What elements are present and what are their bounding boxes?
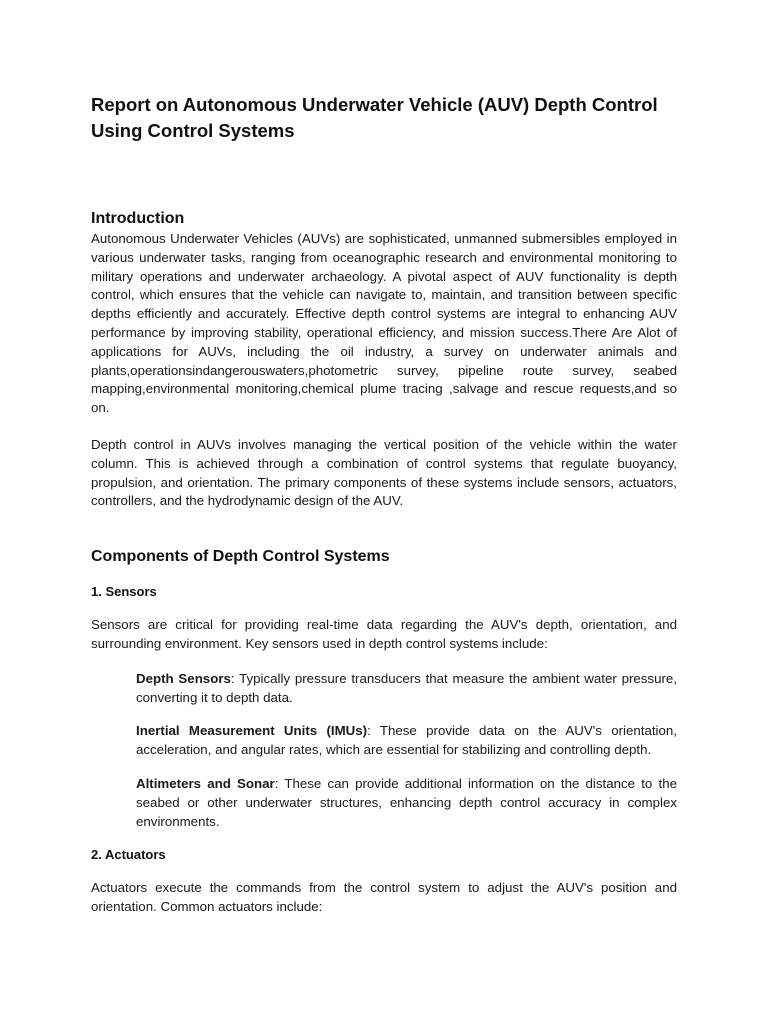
sensors-intro-paragraph: Sensors are critical for providing real-time data regarding the AUV's depth, orientation, and surrounding environment. Key sensors used in depth control systems include: [91, 617, 677, 651]
sensor-description: : These provide data on the AUV's orientation, acceleration, and angular rates, which are essential for stabilizing and controlling depth. [136, 723, 677, 758]
sensor-term: Depth Sensors [136, 670, 231, 686]
sensor-term: Altimeters and Sonar [136, 775, 275, 791]
document-page [91, 92, 677, 917]
sensor-item-depth-sensors [136, 670, 677, 708]
introduction-paragraph-1: Autonomous Underwater Vehicles (AUVs) are sophisticated, unmanned submersibles employed in various underwater tasks, ranging from oceanographic research and environmental monitoring to military operations and underwater archaeology. A pivotal aspect of AUV functionality is depth control, which ensures that the vehicle can navigate to, maintain, and transition between specific depths efficiently and accurately. Effective depth control systems are integral to enhancing AUV performance by improving stability, operational efficiency, and mission success.There Are Alot of applications for AUVs, including the oil industry, a survey on underwater animals and plants,operationsindangerouswaters,photometric survey, pipeline route survey, seabed mapping,environmental monitoring,chemical plume tracing ,salvage and rescue requests,and so on. [91, 231, 677, 416]
sensor-term: Inertial Measurement Units (IMUs) [136, 723, 368, 739]
sensor-description: : Typically pressure transducers that measure the ambient water pressure, converting it to depth data. [136, 670, 677, 705]
sensor-description: : These can provide additional information on the distance to the seabed or other underwater structures, enhancing depth control accuracy in complex environments. [136, 775, 677, 829]
sensors-heading: 1. Sensors [91, 584, 157, 600]
sensor-item-altimeters-sonar [136, 775, 677, 831]
components-heading: Components of Depth Control Systems [91, 548, 390, 566]
introduction-paragraph-2: Depth control in AUVs involves managing the vertical position of the vehicle within the water column. This is achieved through a combination of control systems that regulate buoyancy, propulsion, and orientation. The primary components of these systems include sensors, actuators, controllers, and the hydrodynamic design of the AUV. [91, 436, 677, 509]
page-title: Report on Autonomous Underwater Vehicle (AUV) Depth Control Using Control Systems [91, 94, 658, 141]
actuators-intro-paragraph: Actuators execute the commands from the control system to adjust the AUV's position and orientation. Common actuators include: [91, 880, 677, 915]
introduction-heading: Introduction [91, 210, 185, 227]
actuators-heading: 2. Actuators [91, 847, 166, 863]
sensor-item-imus [136, 722, 677, 760]
